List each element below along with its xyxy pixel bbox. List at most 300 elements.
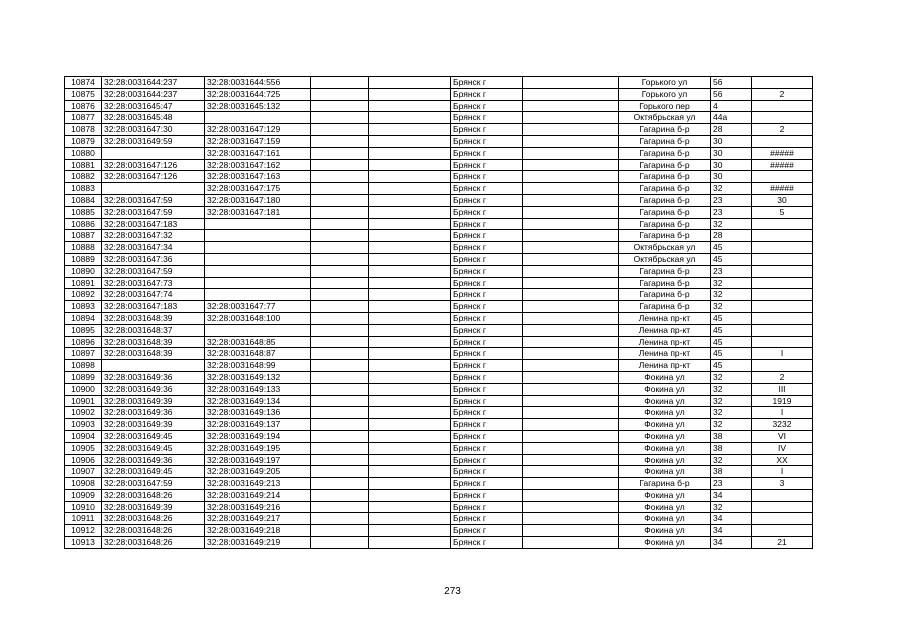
empty-cell-c (523, 360, 619, 372)
record-number-cell: 10881 (65, 159, 102, 171)
street-cell: Гагарина б-р (619, 301, 711, 313)
empty-cell-c (523, 277, 619, 289)
empty-cell-c (523, 242, 619, 254)
empty-cell-a (311, 525, 369, 537)
street-cell: Фокина ул (619, 442, 711, 454)
empty-cell-c (523, 88, 619, 100)
cadastral-parcel-cell: 32:28:0031649:39 (102, 395, 205, 407)
street-cell: Ленина пр-кт (619, 360, 711, 372)
cadastral-parcel-cell: 32:28:0031647:36 (102, 253, 205, 265)
empty-cell-b (369, 301, 451, 313)
record-number-cell: 10894 (65, 312, 102, 324)
record-number-cell: 10875 (65, 88, 102, 100)
table-row (65, 324, 813, 336)
empty-cell-a (311, 183, 369, 195)
empty-cell-c (523, 100, 619, 112)
record-number-cell: 10908 (65, 478, 102, 490)
city-cell: Брянск г (451, 253, 523, 265)
cadastral-parcel-cell: 32:28:0031647:59 (102, 265, 205, 277)
city-cell: Брянск г (451, 206, 523, 218)
apartment-cell (752, 230, 813, 242)
empty-cell-c (523, 77, 619, 89)
record-number-cell: 10901 (65, 395, 102, 407)
cadastral-object-cell (205, 253, 311, 265)
record-number-cell: 10886 (65, 218, 102, 230)
table-row (65, 537, 813, 549)
house-number-cell: 32 (711, 501, 752, 513)
empty-cell-b (369, 442, 451, 454)
record-number-cell: 10910 (65, 501, 102, 513)
empty-cell-b (369, 100, 451, 112)
city-cell: Брянск г (451, 454, 523, 466)
empty-cell-a (311, 253, 369, 265)
city-cell: Брянск г (451, 301, 523, 313)
table-body (65, 77, 813, 549)
empty-cell-c (523, 135, 619, 147)
record-number-cell: 10885 (65, 206, 102, 218)
apartment-cell: I (752, 466, 813, 478)
cadastral-parcel-cell: 32:28:0031647:59 (102, 194, 205, 206)
table-row (65, 183, 813, 195)
empty-cell-c (523, 336, 619, 348)
house-number-cell: 30 (711, 159, 752, 171)
street-cell: Гагарина б-р (619, 289, 711, 301)
city-cell: Брянск г (451, 489, 523, 501)
table-row (65, 218, 813, 230)
record-number-cell: 10888 (65, 242, 102, 254)
cadastral-object-cell: 32:28:0031647:181 (205, 206, 311, 218)
table-row (65, 159, 813, 171)
table-row (65, 124, 813, 136)
apartment-cell (752, 525, 813, 537)
table-row (65, 348, 813, 360)
cadastral-parcel-cell: 32:28:0031647:73 (102, 277, 205, 289)
table-row (65, 230, 813, 242)
empty-cell-b (369, 230, 451, 242)
empty-cell-a (311, 336, 369, 348)
apartment-cell: III (752, 383, 813, 395)
table-row (65, 77, 813, 89)
empty-cell-b (369, 312, 451, 324)
table-row (65, 147, 813, 159)
empty-cell-b (369, 124, 451, 136)
table-row (65, 454, 813, 466)
house-number-cell: 30 (711, 135, 752, 147)
record-number-cell: 10904 (65, 430, 102, 442)
cadastral-object-cell (205, 112, 311, 124)
empty-cell-a (311, 513, 369, 525)
street-cell: Фокина ул (619, 454, 711, 466)
table-row (65, 100, 813, 112)
street-cell: Фокина ул (619, 501, 711, 513)
empty-cell-a (311, 419, 369, 431)
table-row (65, 112, 813, 124)
house-number-cell: 32 (711, 289, 752, 301)
house-number-cell: 38 (711, 442, 752, 454)
house-number-cell: 23 (711, 194, 752, 206)
table-row (65, 242, 813, 254)
house-number-cell: 32 (711, 371, 752, 383)
street-cell: Гагарина б-р (619, 194, 711, 206)
cadastral-parcel-cell: 32:28:0031647:30 (102, 124, 205, 136)
page-number: 273 (444, 586, 461, 597)
cadastral-parcel-cell (102, 360, 205, 372)
house-number-cell: 34 (711, 537, 752, 549)
cadastral-parcel-cell: 32:28:0031649:39 (102, 419, 205, 431)
table-row (65, 513, 813, 525)
street-cell: Октябрьская ул (619, 253, 711, 265)
house-number-cell: 4 (711, 100, 752, 112)
apartment-cell: I (752, 348, 813, 360)
street-cell: Фокина ул (619, 407, 711, 419)
empty-cell-b (369, 289, 451, 301)
empty-cell-c (523, 324, 619, 336)
cadastral-object-cell: 32:28:0031648:99 (205, 360, 311, 372)
empty-cell-b (369, 265, 451, 277)
street-cell: Гагарина б-р (619, 147, 711, 159)
empty-cell-b (369, 407, 451, 419)
house-number-cell: 32 (711, 395, 752, 407)
cadastral-object-cell: 32:28:0031647:163 (205, 171, 311, 183)
record-number-cell: 10902 (65, 407, 102, 419)
apartment-cell: XX (752, 454, 813, 466)
empty-cell-a (311, 77, 369, 89)
cadastral-parcel-cell: 32:28:0031645:48 (102, 112, 205, 124)
empty-cell-a (311, 407, 369, 419)
table-row (65, 395, 813, 407)
cadastral-parcel-cell: 32:28:0031649:36 (102, 454, 205, 466)
street-cell: Октябрьская ул (619, 242, 711, 254)
city-cell: Брянск г (451, 478, 523, 490)
empty-cell-a (311, 430, 369, 442)
cadastral-object-cell: 32:28:0031649:133 (205, 383, 311, 395)
empty-cell-b (369, 77, 451, 89)
apartment-cell (752, 360, 813, 372)
cadastral-object-cell: 32:28:0031647:175 (205, 183, 311, 195)
empty-cell-b (369, 537, 451, 549)
empty-cell-a (311, 348, 369, 360)
city-cell: Брянск г (451, 312, 523, 324)
cadastral-parcel-cell: 32:28:0031648:26 (102, 513, 205, 525)
apartment-cell: 30 (752, 194, 813, 206)
empty-cell-a (311, 371, 369, 383)
empty-cell-a (311, 501, 369, 513)
street-cell: Фокина ул (619, 395, 711, 407)
empty-cell-a (311, 395, 369, 407)
record-number-cell: 10889 (65, 253, 102, 265)
empty-cell-a (311, 171, 369, 183)
cadastral-object-cell: 32:28:0031647:77 (205, 301, 311, 313)
city-cell: Брянск г (451, 77, 523, 89)
cadastral-object-cell: 32:28:0031649:205 (205, 466, 311, 478)
house-number-cell: 32 (711, 277, 752, 289)
table-row (65, 442, 813, 454)
city-cell: Брянск г (451, 383, 523, 395)
apartment-cell (752, 301, 813, 313)
table-row (65, 407, 813, 419)
table-row (65, 489, 813, 501)
house-number-cell: 28 (711, 230, 752, 242)
record-number-cell: 10909 (65, 489, 102, 501)
street-cell: Горького пер (619, 100, 711, 112)
empty-cell-a (311, 478, 369, 490)
city-cell: Брянск г (451, 501, 523, 513)
cadastral-object-cell: 32:28:0031649:197 (205, 454, 311, 466)
empty-cell-c (523, 419, 619, 431)
empty-cell-c (523, 171, 619, 183)
cadastral-object-cell: 32:28:0031644:556 (205, 77, 311, 89)
cadastral-parcel-cell: 32:28:0031648:26 (102, 489, 205, 501)
empty-cell-b (369, 348, 451, 360)
empty-cell-b (369, 88, 451, 100)
cadastral-parcel-cell: 32:28:0031644:237 (102, 77, 205, 89)
empty-cell-a (311, 301, 369, 313)
apartment-cell (752, 135, 813, 147)
cadastral-object-cell (205, 289, 311, 301)
empty-cell-b (369, 324, 451, 336)
empty-cell-b (369, 171, 451, 183)
house-number-cell: 56 (711, 77, 752, 89)
street-cell: Гагарина б-р (619, 159, 711, 171)
empty-cell-b (369, 501, 451, 513)
apartment-cell (752, 501, 813, 513)
empty-cell-a (311, 489, 369, 501)
house-number-cell: 32 (711, 454, 752, 466)
cadastral-object-cell: 32:28:0031644:725 (205, 88, 311, 100)
record-number-cell: 10880 (65, 147, 102, 159)
city-cell: Брянск г (451, 289, 523, 301)
empty-cell-a (311, 265, 369, 277)
record-number-cell: 10906 (65, 454, 102, 466)
apartment-cell: 2 (752, 124, 813, 136)
cadastral-object-cell (205, 265, 311, 277)
apartment-cell (752, 218, 813, 230)
city-cell: Брянск г (451, 124, 523, 136)
record-number-cell: 10905 (65, 442, 102, 454)
empty-cell-b (369, 513, 451, 525)
street-cell: Гагарина б-р (619, 230, 711, 242)
apartment-cell (752, 242, 813, 254)
empty-cell-a (311, 324, 369, 336)
cadastral-parcel-cell: 32:28:0031649:59 (102, 135, 205, 147)
house-number-cell: 28 (711, 124, 752, 136)
house-number-cell: 34 (711, 513, 752, 525)
street-cell: Гагарина б-р (619, 206, 711, 218)
house-number-cell: 45 (711, 360, 752, 372)
empty-cell-a (311, 135, 369, 147)
city-cell: Брянск г (451, 242, 523, 254)
empty-cell-b (369, 253, 451, 265)
empty-cell-c (523, 454, 619, 466)
house-number-cell: 32 (711, 407, 752, 419)
street-cell: Гагарина б-р (619, 124, 711, 136)
apartment-cell: ##### (752, 183, 813, 195)
empty-cell-a (311, 206, 369, 218)
table-row (65, 525, 813, 537)
empty-cell-b (369, 242, 451, 254)
apartment-cell (752, 171, 813, 183)
empty-cell-c (523, 525, 619, 537)
empty-cell-c (523, 230, 619, 242)
cadastral-object-cell: 32:28:0031647:161 (205, 147, 311, 159)
empty-cell-a (311, 124, 369, 136)
house-number-cell: 44а (711, 112, 752, 124)
empty-cell-c (523, 289, 619, 301)
city-cell: Брянск г (451, 348, 523, 360)
street-cell: Гагарина б-р (619, 265, 711, 277)
cadastral-object-cell: 32:28:0031647:159 (205, 135, 311, 147)
city-cell: Брянск г (451, 100, 523, 112)
cadastral-object-cell: 32:28:0031649:216 (205, 501, 311, 513)
record-number-cell: 10876 (65, 100, 102, 112)
empty-cell-a (311, 112, 369, 124)
table-row (65, 135, 813, 147)
table-row (65, 430, 813, 442)
record-number-cell: 10877 (65, 112, 102, 124)
city-cell: Брянск г (451, 112, 523, 124)
house-number-cell: 32 (711, 419, 752, 431)
street-cell: Фокина ул (619, 513, 711, 525)
empty-cell-b (369, 395, 451, 407)
cadastral-parcel-cell: 32:28:0031649:45 (102, 442, 205, 454)
empty-cell-a (311, 277, 369, 289)
table-row (65, 501, 813, 513)
city-cell: Брянск г (451, 430, 523, 442)
record-number-cell: 10874 (65, 77, 102, 89)
house-number-cell: 56 (711, 88, 752, 100)
cadastral-parcel-cell: 32:28:0031649:36 (102, 371, 205, 383)
cadastral-object-cell: 32:28:0031649:137 (205, 419, 311, 431)
street-cell: Фокина ул (619, 537, 711, 549)
empty-cell-c (523, 537, 619, 549)
house-number-cell: 45 (711, 253, 752, 265)
empty-cell-a (311, 230, 369, 242)
cadastral-object-cell: 32:28:0031649:132 (205, 371, 311, 383)
empty-cell-c (523, 466, 619, 478)
empty-cell-a (311, 88, 369, 100)
cadastral-object-cell (205, 218, 311, 230)
cadastral-object-cell: 32:28:0031649:214 (205, 489, 311, 501)
cadastral-parcel-cell: 32:28:0031648:39 (102, 336, 205, 348)
table-row (65, 194, 813, 206)
street-cell: Гагарина б-р (619, 478, 711, 490)
cadastral-object-cell (205, 242, 311, 254)
record-number-cell: 10900 (65, 383, 102, 395)
empty-cell-c (523, 348, 619, 360)
empty-cell-c (523, 265, 619, 277)
city-cell: Брянск г (451, 407, 523, 419)
empty-cell-c (523, 253, 619, 265)
street-cell: Ленина пр-кт (619, 312, 711, 324)
empty-cell-b (369, 135, 451, 147)
cadastral-parcel-cell (102, 147, 205, 159)
empty-cell-a (311, 100, 369, 112)
empty-cell-c (523, 301, 619, 313)
house-number-cell: 45 (711, 242, 752, 254)
cadastral-object-cell: 32:28:0031647:180 (205, 194, 311, 206)
street-cell: Гагарина б-р (619, 171, 711, 183)
empty-cell-b (369, 489, 451, 501)
house-number-cell: 38 (711, 466, 752, 478)
house-number-cell: 32 (711, 218, 752, 230)
apartment-cell (752, 277, 813, 289)
house-number-cell: 32 (711, 301, 752, 313)
empty-cell-b (369, 277, 451, 289)
street-cell: Фокина ул (619, 489, 711, 501)
empty-cell-b (369, 454, 451, 466)
empty-cell-c (523, 430, 619, 442)
table-row (65, 88, 813, 100)
street-cell: Фокина ул (619, 466, 711, 478)
table-row (65, 265, 813, 277)
cadastral-object-cell: 32:28:0031649:218 (205, 525, 311, 537)
house-number-cell: 38 (711, 430, 752, 442)
table-row (65, 312, 813, 324)
empty-cell-b (369, 336, 451, 348)
record-number-cell: 10897 (65, 348, 102, 360)
city-cell: Брянск г (451, 159, 523, 171)
street-cell: Ленина пр-кт (619, 324, 711, 336)
empty-cell-c (523, 218, 619, 230)
empty-cell-c (523, 206, 619, 218)
house-number-cell: 30 (711, 147, 752, 159)
house-number-cell: 23 (711, 478, 752, 490)
street-cell: Гагарина б-р (619, 183, 711, 195)
table-row (65, 277, 813, 289)
empty-cell-c (523, 147, 619, 159)
empty-cell-c (523, 442, 619, 454)
record-number-cell: 10892 (65, 289, 102, 301)
apartment-cell (752, 289, 813, 301)
record-number-cell: 10896 (65, 336, 102, 348)
city-cell: Брянск г (451, 194, 523, 206)
record-number-cell: 10879 (65, 135, 102, 147)
record-number-cell: 10903 (65, 419, 102, 431)
city-cell: Брянск г (451, 525, 523, 537)
cadastral-object-cell (205, 277, 311, 289)
empty-cell-b (369, 183, 451, 195)
table-row (65, 171, 813, 183)
empty-cell-b (369, 478, 451, 490)
empty-cell-c (523, 383, 619, 395)
record-number-cell: 10911 (65, 513, 102, 525)
city-cell: Брянск г (451, 395, 523, 407)
apartment-cell (752, 336, 813, 348)
empty-cell-c (523, 124, 619, 136)
street-cell: Гагарина б-р (619, 218, 711, 230)
cadastral-parcel-cell: 32:28:0031648:26 (102, 525, 205, 537)
table-row (65, 206, 813, 218)
empty-cell-b (369, 194, 451, 206)
empty-cell-c (523, 371, 619, 383)
apartment-cell: 1919 (752, 395, 813, 407)
cadastral-object-cell: 32:28:0031647:129 (205, 124, 311, 136)
record-number-cell: 10895 (65, 324, 102, 336)
apartment-cell: 21 (752, 537, 813, 549)
empty-cell-c (523, 395, 619, 407)
city-cell: Брянск г (451, 147, 523, 159)
cadastral-parcel-cell: 32:28:0031647:126 (102, 159, 205, 171)
empty-cell-b (369, 430, 451, 442)
apartment-cell: VI (752, 430, 813, 442)
empty-cell-c (523, 194, 619, 206)
empty-cell-b (369, 218, 451, 230)
cadastral-object-cell: 32:28:0031649:213 (205, 478, 311, 490)
cadastral-object-cell: 32:28:0031649:134 (205, 395, 311, 407)
city-cell: Брянск г (451, 360, 523, 372)
table-row (65, 383, 813, 395)
cadastral-object-cell: 32:28:0031649:219 (205, 537, 311, 549)
